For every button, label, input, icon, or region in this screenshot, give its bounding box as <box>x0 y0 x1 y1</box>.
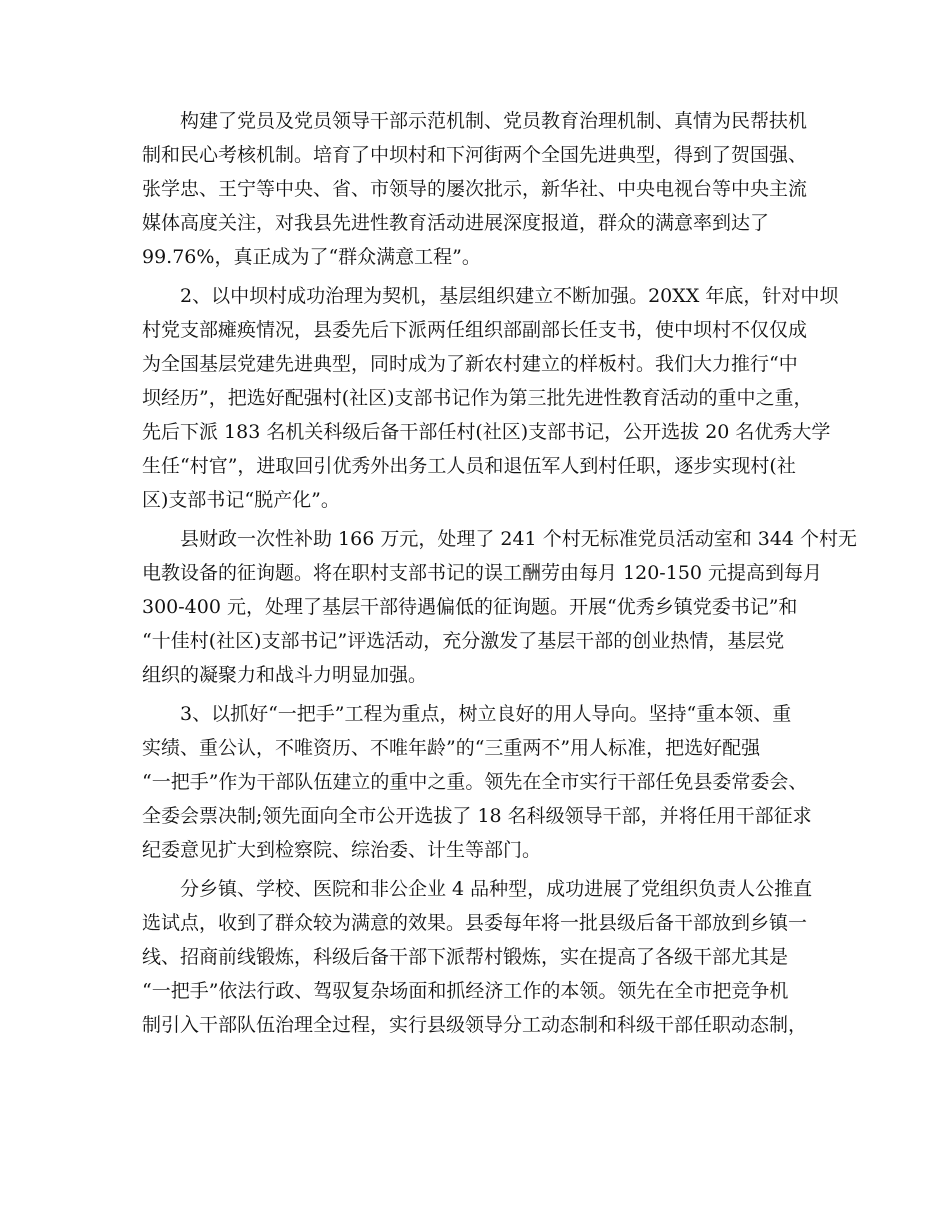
paragraph-line: 媒体高度关注，对我县先进性教育活动进展深度报道，群众的满意率到达了 <box>142 212 770 234</box>
paragraph-line: 选试点，收到了群众较为满意的效果。县委每年将一批县级后备干部放到乡镇一 <box>142 912 808 934</box>
paragraph-1 <box>142 104 812 274</box>
paragraph-line: 为全国基层党建先进典型，同时成为了新农村建立的样板村。我们大力推行“中 <box>142 353 798 375</box>
paragraph-line: 坝经历”，把选好配强村(社区)支部书记作为第三批先进性教育活动的重中之重， <box>142 387 813 409</box>
paragraph-line: 全委会票决制;领先面向全市公开选拔了 18 名科级领导干部，并将任用干部征求 <box>142 805 812 827</box>
paragraph-line: 组织的凝聚力和战斗力明显加强。 <box>142 664 428 686</box>
paragraph-line: 2、以中坝村成功治理为契机，基层组织建立不断加强。20XX 年底，针对中坝 <box>180 285 839 307</box>
paragraph-line: 电教设备的征询题。将在职村支部书记的误工酬劳由每月 120-150 元提高到每月 <box>142 562 823 584</box>
paragraph-line: 先后下派 183 名机关科级后备干部任村(社区)支部书记，公开选拔 20 名优秀大学 <box>142 421 831 443</box>
paragraph-line: “一把手”作为干部队伍建立的重中之重。领先在全市实行干部任免县委常委会、 <box>142 771 808 793</box>
paragraph-line: 张学忠、王宁等中央、省、市领导的屡次批示，新华社、中央电视台等中央主流 <box>142 178 808 200</box>
paragraph-3 <box>142 522 858 692</box>
paragraph-line: 村党支部瘫痪情况，县委先后下派两任组织部副部长任支书，使中坝村不仅仅成 <box>142 319 808 341</box>
paragraph-line: 构建了党员及党员领导干部示范机制、党员教育治理机制、真情为民帮扶机 <box>180 110 808 132</box>
paragraph-2 <box>142 279 839 517</box>
paragraph-line: 300-400 元，处理了基层干部待遇偏低的征询题。开展“优秀乡镇党委书记”和 <box>142 596 798 618</box>
paragraph-line: 制引入干部队伍治理全过程，实行县级领导分工动态制和科级干部任职动态制， <box>142 1014 808 1036</box>
paragraph-line: 纪委意见扩大到检察院、综治委、计生等部门。 <box>142 839 542 861</box>
paragraph-line: 区)支部书记“脱产化”。 <box>142 489 340 511</box>
paragraph-line: 99.76%，真正成为了“群众满意工程”。 <box>142 246 481 268</box>
paragraph-line: 分乡镇、学校、医院和非公企业 4 品种型，成功进展了党组织负责人公推直 <box>180 878 813 900</box>
paragraph-line: 实绩、重公认，不唯资历、不唯年龄”的“三重两不”用人标准，把选好配强 <box>142 737 761 759</box>
paragraph-line: “十佳村(社区)支部书记”评选活动，充分激发了基层干部的创业热情，基层党 <box>142 630 785 652</box>
paragraph-line: 线、招商前线锻炼，科级后备干部下派帮村锻炼，实在提高了各级干部尤其是 <box>142 946 789 968</box>
paragraph-line: “一把手”依法行政、驾驭复杂场面和抓经济工作的本领。领先在全市把竞争机 <box>142 980 789 1002</box>
paragraph-line: 3、以抓好“一把手”工程为重点，树立良好的用人导向。坚持“重本领、重 <box>180 703 792 725</box>
document-body <box>142 104 858 1047</box>
paragraph-line: 生任“村官”，进取回引优秀外出务工人员和退伍军人到村任职，逐步实现村(社 <box>142 455 796 477</box>
paragraph-5 <box>142 872 812 1042</box>
paragraph-4 <box>142 697 812 867</box>
paragraph-line: 县财政一次性补助 166 万元，处理了 241 个村无标准党员活动室和 344 个村无 <box>180 528 858 550</box>
paragraph-line: 制和民心考核机制。培育了中坝村和下河街两个全国先进典型，得到了贺国强、 <box>142 144 808 166</box>
